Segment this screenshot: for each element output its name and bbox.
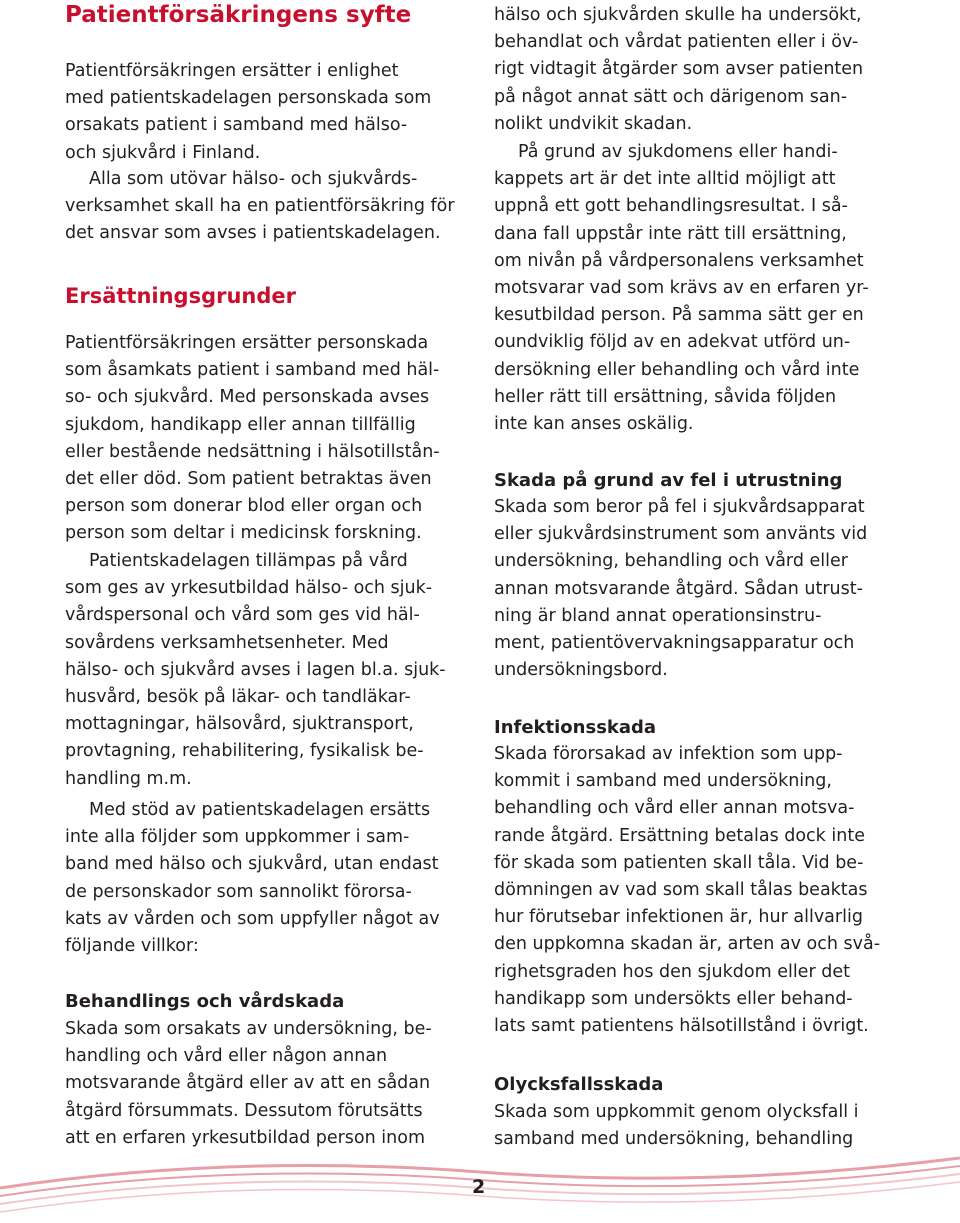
text-line: för skada som patienten skall tåla. Vid be- — [494, 852, 864, 873]
paragraph-syfte-1 — [65, 58, 477, 167]
paragraph-right-1 — [494, 2, 924, 138]
text-line: Skada som orsakats av undersökning, be- — [65, 1019, 432, 1039]
text-line: åtgärd försummats. Dessutom förutsätts — [65, 1100, 423, 1121]
text-line: handikapp som undersökts eller behand- — [494, 988, 853, 1009]
text-line: dana fall uppstår inte rätt till ersättning, — [494, 223, 847, 244]
heading-behandlings-och-vardskada: Behandlings och vårdskada — [65, 991, 345, 1012]
text-line: att en erfaren yrkesutbildad person inom — [65, 1127, 425, 1148]
text-line: hälso och sjukvården skulle ha undersökt, — [494, 5, 862, 25]
text-line: Skada som uppkommit genom olycksfall i — [494, 1102, 859, 1122]
paragraph-olycksfall — [494, 1099, 924, 1153]
text-line: sovårdens verksamhetsenheter. Med — [65, 632, 389, 653]
text-line: motsvarar vad som krävs av en erfaren yr- — [494, 277, 869, 298]
text-line: hälso- och sjukvård avses i lagen bl.a. sjuk- — [65, 659, 446, 680]
text-line: verksamhet skall ha en patientförsäkring för — [65, 196, 455, 217]
text-line: om nivån på vårdpersonalens verksamhet — [494, 250, 864, 271]
paragraph-grunder-2 — [65, 548, 477, 793]
text-line: kappets art är det inte alltid möjligt att — [494, 169, 836, 190]
text-line: hur förutsebar infektionen är, hur allvarlig — [494, 907, 863, 928]
text-line: person som donerar blod eller organ och — [65, 496, 423, 517]
text-line: lats samt patientens hälsotillstånd i övrigt. — [494, 1015, 869, 1036]
text-line: righetsgraden hos den sjukdom eller det — [494, 961, 850, 982]
text-line: det eller död. Som patient betraktas även — [65, 468, 432, 489]
text-line: och sjukvård i Finland. — [65, 142, 261, 163]
text-line: det ansvar som avses i patientskadelagen. — [65, 223, 441, 244]
text-line: kommit i samband med undersökning, — [494, 771, 832, 792]
text-line: behandling och vård eller annan motsva- — [494, 798, 855, 819]
text-line: följande villkor: — [65, 935, 199, 956]
text-line: sjukdom, handikapp eller annan tillfällig — [65, 414, 416, 435]
text-line: provtagning, rehabilitering, fysikalisk be- — [65, 741, 424, 762]
heading-olycksfallsskada: Olycksfallsskada — [494, 1074, 664, 1095]
text-line: kats av vården och som uppfyller något av — [65, 908, 440, 929]
text-line: med patientskadelagen personskada som — [65, 88, 432, 109]
text-line: samband med undersökning, behandling — [494, 1129, 854, 1150]
paragraph-right-2 — [494, 139, 924, 438]
heading-patientforsakringens-syfte: Patientförsäkringens syfte — [65, 2, 412, 28]
text-line: eller bestående nedsättning i hälsotillstån- — [65, 441, 440, 462]
text-line: motsvarande åtgärd eller av att en sådan — [65, 1073, 431, 1094]
text-line: uppnå ett gott behandlingsresultat. I så- — [494, 196, 848, 217]
text-line: Skada förorsakad av infektion som upp- — [494, 744, 843, 764]
heading-ersattningsgrunder: Ersättningsgrunder — [65, 284, 296, 308]
text-line: undersökning, behandling och vård eller — [494, 551, 848, 572]
text-line: de personskador som sannolikt förorsa- — [65, 881, 412, 902]
text-line: nolikt undvikit skadan. — [494, 113, 693, 134]
text-line: som ges av yrkesutbildad hälso- och sjuk- — [65, 578, 433, 599]
text-line: på något annat sätt och därigenom san- — [494, 86, 848, 107]
text-line: den uppkomna skadan är, arten av och svå- — [494, 934, 881, 955]
text-line: På grund av sjukdomens eller handi- — [518, 142, 838, 162]
text-line: Med stöd av patientskadelagen ersätts — [89, 800, 431, 820]
text-line: Alla som utövar hälso- och sjukvårds- — [89, 169, 418, 189]
text-line: vårdspersonal och vård som ges vid häl- — [65, 605, 420, 626]
heading-infektionsskada: Infektionsskada — [494, 717, 657, 738]
paragraph-grunder-3 — [65, 797, 477, 960]
page-number: 2 — [472, 1176, 486, 1198]
text-line: kesutbildad person. På samma sätt ger en — [494, 305, 864, 326]
text-line: annan motsvarande åtgärd. Sådan utrust- — [494, 578, 863, 599]
text-line: husvård, besök på läkar- och tandläkar- — [65, 686, 411, 707]
text-line: ment, patientövervakningsapparatur och — [494, 632, 855, 653]
text-line: Skada som beror på fel i sjukvårdsapparat — [494, 497, 865, 517]
text-line: handling och vård eller någon annan — [65, 1046, 388, 1067]
text-line: Patientskadelagen tillämpas på vård — [89, 551, 408, 571]
text-line: undersökningsbord. — [494, 660, 668, 681]
text-line: dersökning eller behandling och vård inte — [494, 359, 860, 380]
text-line: so- och sjukvård. Med personskada avses — [65, 387, 430, 408]
text-line: eller sjukvårdsinstrument som använts vid — [494, 524, 868, 545]
text-line: heller rätt till ersättning, såvida följden — [494, 386, 837, 407]
text-line: rigt vidtagit åtgärder som avser patienten — [494, 59, 864, 80]
text-line: mottagningar, hälsovård, sjuktransport, — [65, 714, 414, 735]
text-line: handling m.m. — [65, 768, 192, 789]
paragraph-behandlingsskada — [65, 1016, 477, 1152]
text-line: som åsamkats patient i samband med häl- — [65, 360, 440, 381]
text-line: Patientförsäkringen ersätter personskada — [65, 333, 429, 353]
text-line: band med hälso och sjukvård, utan endast — [65, 854, 439, 875]
text-line: Patientförsäkringen ersätter i enlighet — [65, 61, 399, 81]
paragraph-syfte-2 — [65, 166, 477, 248]
text-line: orsakats patient i samband med hälso- — [65, 115, 408, 136]
text-line: person som deltar i medicinsk forskning. — [65, 523, 422, 544]
text-line: inte alla följder som uppkommer i sam- — [65, 827, 410, 848]
text-line: rande åtgärd. Ersättning betalas dock inte — [494, 825, 865, 846]
text-line: inte kan anses oskälig. — [494, 413, 694, 434]
heading-skada-fel-i-utrustning: Skada på grund av fel i utrustning — [494, 470, 843, 491]
paragraph-grunder-1 — [65, 330, 477, 548]
text-line: dömningen av vad som skall tålas beaktas — [494, 879, 868, 900]
paragraph-utrustning — [494, 494, 924, 684]
text-line: oundviklig följd av en adekvat utförd un- — [494, 332, 851, 353]
paragraph-infektion — [494, 741, 924, 1040]
text-line: ning är bland annat operationsinstru- — [494, 605, 822, 626]
text-line: behandlat och vårdat patienten eller i öv- — [494, 32, 859, 53]
